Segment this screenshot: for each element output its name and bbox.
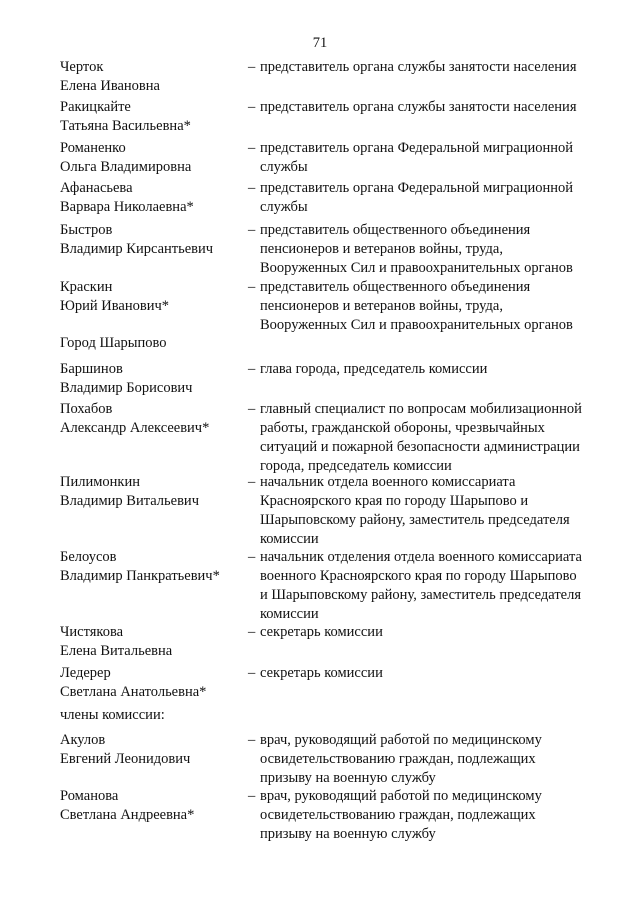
role-line: секретарь комиссии [260,624,383,640]
member-given-names: Ольга Владимировна [60,159,192,175]
member-given-names: Елена Витальевна [60,643,173,659]
member-surname: Пилимонкин [60,474,140,490]
member-given-names: Светлана Анатольевна* [60,684,207,700]
role-line: комиссии [260,606,319,622]
member-surname: Баршинов [60,361,123,377]
role-line: освидетельствованию граждан, подлежащих [260,751,536,767]
role-dash: – [248,549,256,565]
member-role [260,473,615,549]
role-line: секретарь комиссии [260,665,383,681]
member-name [60,787,245,825]
role-line: представитель общественного объединения [260,222,531,238]
member-surname: Акулов [60,732,106,748]
member-surname: Романова [60,788,119,804]
page-number: 71 [312,35,328,51]
member-name [60,221,245,259]
role-line: Вооруженных Сил и правоохранительных органов [260,317,573,333]
member-name [60,139,245,177]
member-given-names: Владимир Борисович [60,380,193,396]
role-line: комиссии [260,531,319,547]
member-given-names: Елена Ивановна [60,78,160,94]
member-role [260,139,615,177]
role-dash: – [248,401,256,417]
member-name [60,400,245,438]
role-line: врач, руководящий работой по медицинскому [260,732,542,748]
member-role [260,623,615,642]
role-dash: – [248,59,256,75]
role-line: и Шарыповскому району, заместитель председателя [260,587,582,603]
member-name [60,473,245,511]
section-heading: Город Шарыпово [60,335,167,351]
member-role [260,400,615,476]
role-dash: – [248,140,256,156]
member-surname: Белоусов [60,549,117,565]
member-given-names: Татьяна Васильевна* [60,118,191,134]
role-line: Красноярского края по городу Шарыпово и [260,493,529,509]
role-dash: – [248,222,256,238]
member-surname: Ракицкайте [60,99,131,115]
member-role [260,360,615,379]
member-role [260,278,615,335]
member-role [260,548,615,624]
role-line: главный специалист по вопросам мобилизационной [260,401,582,417]
role-line: пенсионеров и ветеранов войны, труда, [260,298,503,314]
member-surname: Быстров [60,222,113,238]
role-line: города, председатель комиссии [260,458,452,474]
role-line: начальник отделения отдела военного комиссариата [260,549,582,565]
role-line: врач, руководящий работой по медицинскому [260,788,542,804]
member-surname: Ледерер [60,665,111,681]
member-role [260,787,615,844]
member-name [60,664,245,702]
member-given-names: Владимир Кирсантьевич [60,241,214,257]
member-given-names: Владимир Витальевич [60,493,199,509]
member-name [60,278,245,316]
role-dash: – [248,665,256,681]
role-line: Вооруженных Сил и правоохранительных органов [260,260,573,276]
role-dash: – [248,474,256,490]
member-name [60,548,245,586]
role-line: представитель общественного объединения [260,279,531,295]
member-given-names: Юрий Иванович* [60,298,170,314]
member-name [60,98,245,136]
role-line: пенсионеров и ветеранов войны, труда, [260,241,503,257]
role-line: освидетельствованию граждан, подлежащих [260,807,536,823]
member-given-names: Александр Алексеевич* [60,420,210,436]
role-line: представитель органа Федеральной миграционной [260,140,574,156]
member-surname: Черток [60,59,104,75]
member-role [260,664,615,683]
role-line: службы [260,199,308,215]
role-dash: – [248,624,256,640]
role-line: начальник отдела военного комиссариата [260,474,516,490]
member-role [260,221,615,278]
role-line: представитель органа Федеральной миграционной [260,180,574,196]
role-dash: – [248,99,256,115]
role-dash: – [248,180,256,196]
role-line: призыву на военную службу [260,826,436,842]
member-surname: Чистякова [60,624,124,640]
member-name [60,731,245,769]
member-role [260,98,615,117]
member-name [60,179,245,217]
member-role [260,179,615,217]
role-line: службы [260,159,308,175]
member-role [260,731,615,788]
member-surname: Похабов [60,401,113,417]
role-dash: – [248,279,256,295]
member-name [60,623,245,661]
role-line: военного Красноярского края по городу Шарыпово [260,568,577,584]
member-name [60,360,245,398]
role-line: представитель органа службы занятости населения [260,99,577,115]
role-line: призыву на военную службу [260,770,436,786]
role-line: глава города, председатель комиссии [260,361,488,377]
role-line: работы, гражданской обороны, чрезвычайных [260,420,545,436]
role-line: представитель органа службы занятости населения [260,59,577,75]
role-dash: – [248,361,256,377]
member-surname: Афанасьева [60,180,133,196]
member-given-names: Евгений Леонидович [60,751,191,767]
member-name [60,58,245,96]
section-heading: члены комиссии: [60,707,165,723]
member-given-names: Светлана Андреевна* [60,807,195,823]
member-surname: Романенко [60,140,126,156]
role-line: Шарыповскому району, заместитель председателя [260,512,570,528]
role-line: ситуаций и пожарной безопасности администрации [260,439,580,455]
member-surname: Краскин [60,279,113,295]
member-given-names: Варвара Николаевна* [60,199,194,215]
member-role [260,58,615,77]
member-given-names: Владимир Панкратьевич* [60,568,220,584]
role-dash: – [248,788,256,804]
role-dash: – [248,732,256,748]
